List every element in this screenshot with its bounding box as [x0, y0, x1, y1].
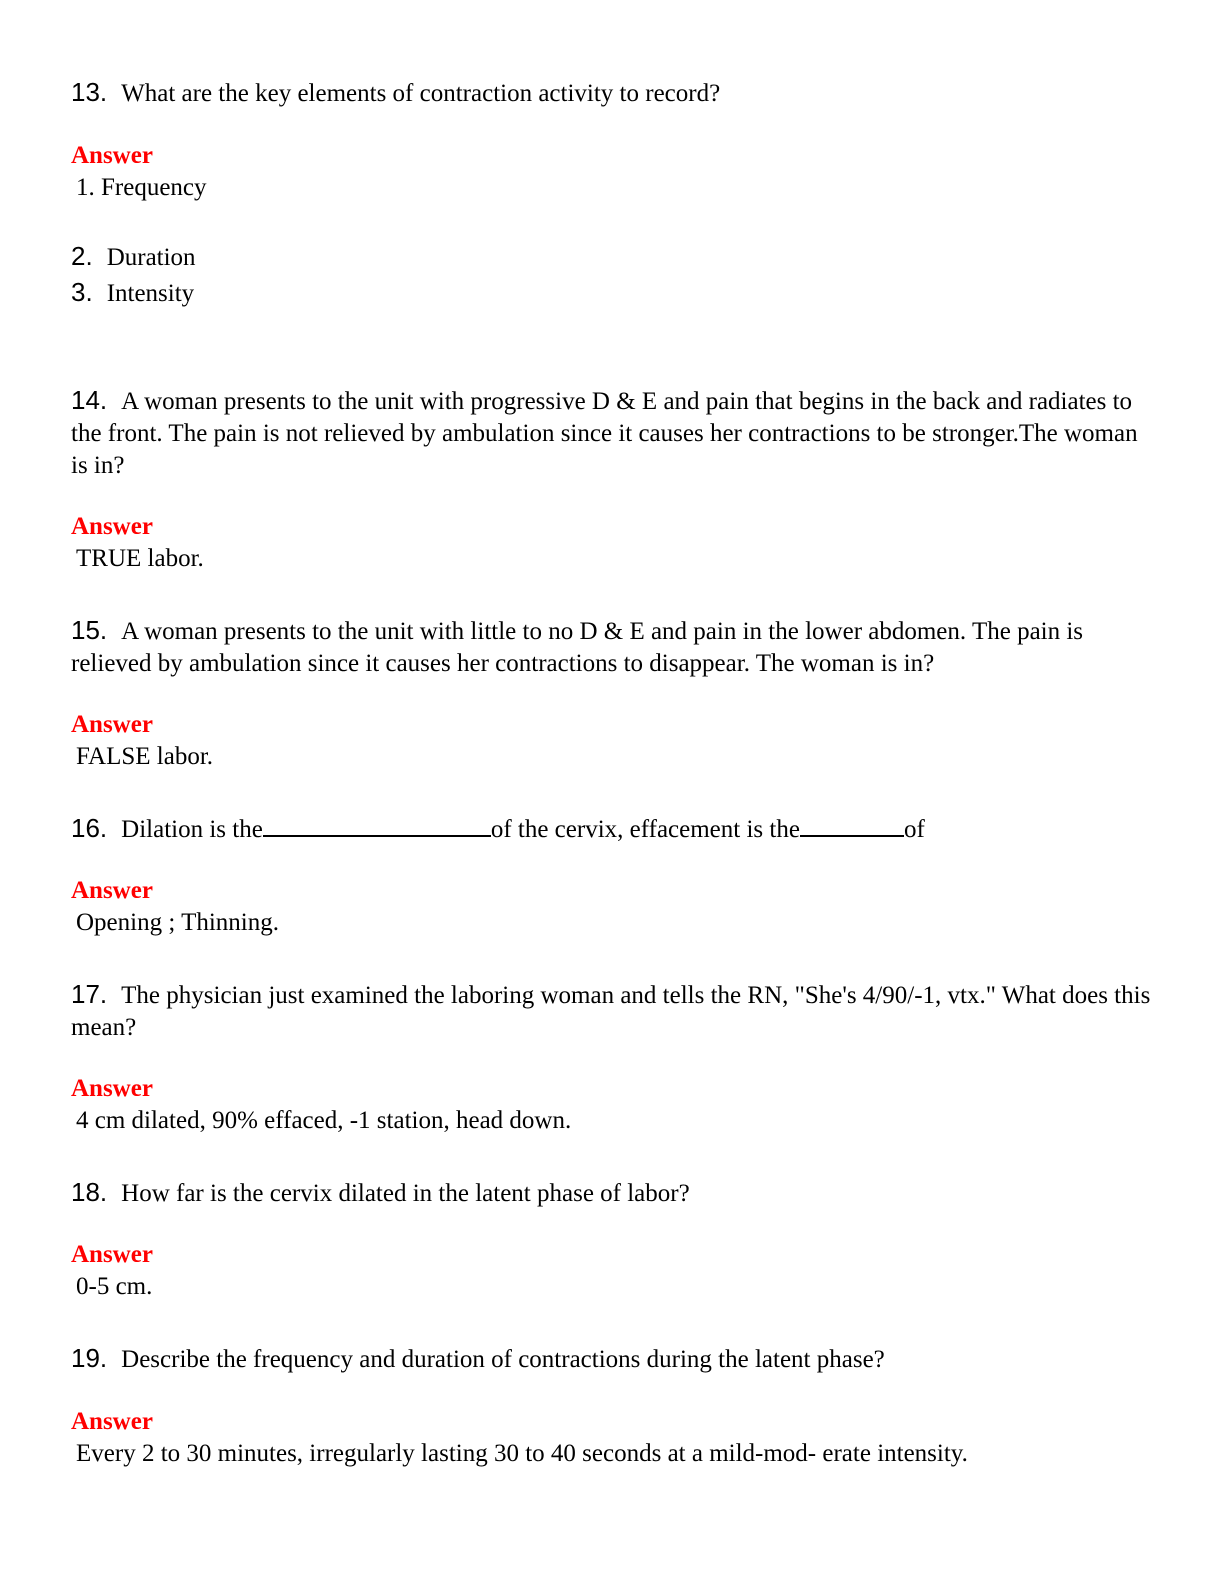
list-number: 2. — [71, 241, 93, 271]
question-16 — [71, 812, 1156, 846]
answer-13-item-2 — [71, 238, 1156, 276]
answer-label: Answer — [71, 142, 153, 169]
question-text: How far is the cervix dilated in the latent phase of labor? — [121, 1180, 690, 1207]
question-13 — [71, 76, 1156, 110]
question-number: 19. — [71, 1343, 108, 1373]
question-15 — [71, 614, 1156, 680]
fill-in-blank — [263, 813, 491, 837]
question-19 — [71, 1342, 1156, 1376]
question-text: Describe the frequency and duration of contractions during the latent phase? — [121, 1346, 885, 1373]
list-text: Intensity — [106, 280, 195, 307]
answer-15: FALSE labor. — [76, 743, 214, 770]
question-number: 13. — [71, 77, 108, 107]
answer-19: Every 2 to 30 minutes, irregularly lasting 30 to 40 seconds at a mild-mod- erate intensity. — [76, 1440, 968, 1467]
question-text-b: of the cervix, effacement is the — [490, 816, 800, 843]
answer-14: TRUE labor. — [76, 545, 204, 572]
answer-13-item-1: 1. Frequency — [76, 174, 207, 201]
question-text-a: Dilation is the — [121, 816, 263, 843]
question-text: What are the key elements of contraction activity to record? — [121, 80, 721, 107]
answer-16: Opening ; Thinning. — [76, 909, 280, 936]
question-number: 14. — [71, 385, 108, 415]
answer-label: Answer — [71, 1075, 153, 1102]
question-number: 16. — [71, 813, 108, 843]
question-number: 15. — [71, 615, 108, 645]
question-14 — [71, 384, 1156, 482]
answer-label: Answer — [71, 1408, 153, 1435]
list-number: 3. — [71, 277, 93, 307]
question-text: A woman presents to the unit with progressive D & E and pain that begins in the back and radiates to the front. The pain is not relieved by ambulation since it causes her contractions to be stronger.The woman is in? — [71, 388, 1138, 479]
question-number: 17. — [71, 979, 108, 1009]
question-text-c: of — [903, 816, 925, 843]
question-18 — [71, 1176, 1156, 1210]
answer-label: Answer — [71, 877, 153, 904]
question-17 — [71, 978, 1156, 1044]
answer-label: Answer — [71, 513, 153, 540]
fill-in-blank — [800, 813, 904, 837]
question-number: 18. — [71, 1177, 108, 1207]
question-text: A woman presents to the unit with little to no D & E and pain in the lower abdomen. The pain is relieved by ambulation since it causes her contractions to disappear. The woman is in? — [71, 618, 1084, 677]
answer-17: 4 cm dilated, 90% effaced, -1 station, head down. — [76, 1107, 572, 1134]
answer-label: Answer — [71, 711, 153, 738]
answer-label: Answer — [71, 1241, 153, 1268]
list-text: Duration — [106, 244, 196, 271]
question-text: The physician just examined the laboring woman and tells the RN, "She's 4/90/-1, vtx." What does this mean? — [71, 982, 1151, 1041]
answer-13-item-3 — [71, 274, 1156, 312]
answer-18: 0-5 cm. — [76, 1273, 153, 1300]
